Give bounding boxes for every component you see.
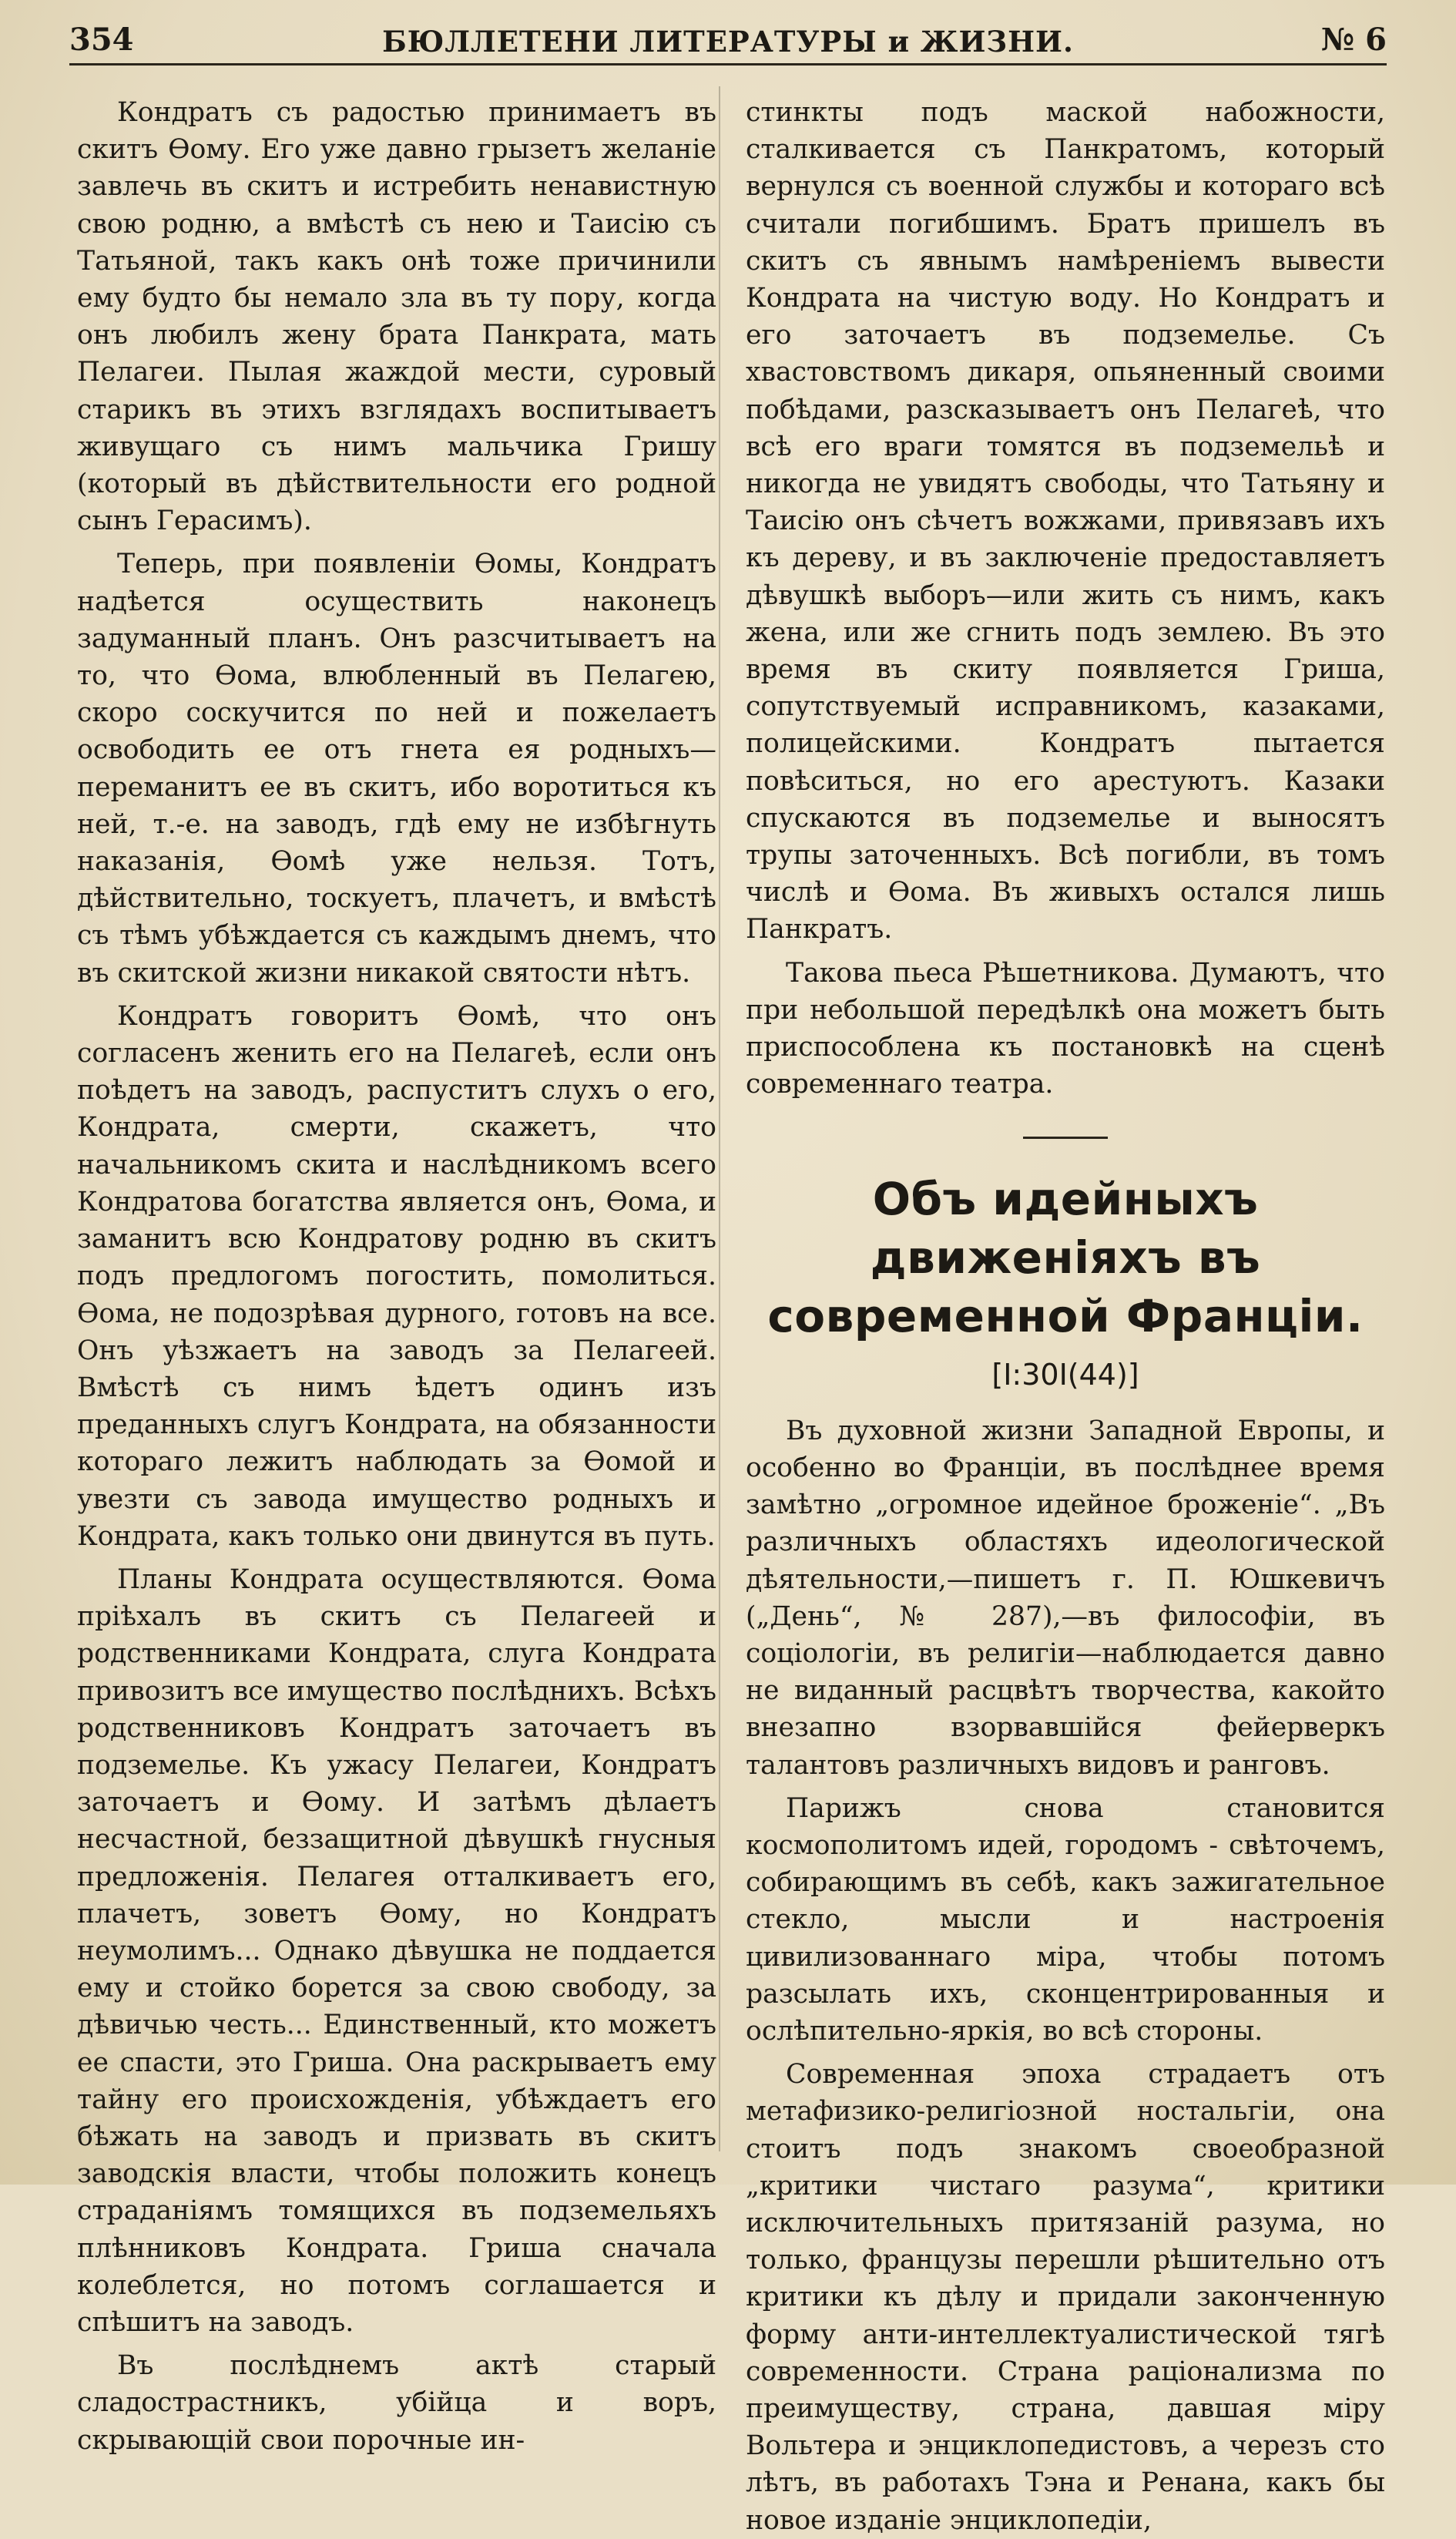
paragraph: Кондратъ говоритъ Ѳомѣ, что онъ согласенъ женить его на Пелагеѣ, если онъ поѣдетъ на заводъ, распуститъ слухъ о его, Кондрата, смерти, скажетъ, что начальникомъ скита и наслѣдникомъ всего Кондратова богатства является онъ, Ѳома, и заманитъ всю Кондратову родню въ скитъ подъ предлогомъ погостить, помолиться. Ѳома, не подозрѣвая дурного, готовъ на все. Онъ уѣзжаетъ на заводъ за Пелагеей. Вмѣстѣ съ нимъ ѣдетъ одинъ изъ преданныхъ слугъ Кондрата, на обязанности котораго лежитъ наблюдать за Ѳомой и увезти съ завода имущество родныхъ и Кондрата, какъ только они двинутся въ путь. [77, 1000, 716, 1552]
paragraph: Въ духовной жизни Западной Европы, и особенно во Франціи, въ послѣднее время замѣтно „огромное идейное броженіе“. „Въ различныхъ областяхъ идеологической дѣятельности,—пишетъ г. П. Юшкевичъ („День“, № 287),—въ философіи, въ соціологіи, въ религіи—наблюдается давно не виданный расцвѣтъ творчества, какойто внезапно взорвавшійся фейерверкъ талантовъ различныхъ видовъ и ранговъ. [746, 1415, 1385, 1781]
page-header [69, 17, 1387, 65]
paragraph: Планы Кондрата осуществляются. Ѳома пріѣхалъ въ скитъ съ Пелагеей и родственниками Кондрата, слуга Кондрата привозитъ все имущество послѣднихъ. Всѣхъ родственниковъ Кондратъ заточаетъ въ подземелье. Къ ужасу Пелагеи, Кондратъ заточаетъ и Ѳому. И затѣмъ дѣлаетъ несчастной, беззащитной дѣвушкѣ гнусныя предложенія. Пелагея отталкиваетъ его, плачетъ, зоветъ Ѳому, но Кондратъ неумолимъ... Однако дѣвушка не поддается ему и стойко борется за свою свободу, за дѣвичью честь... Единственный, кто можетъ ее спасти, это Гриша. Она раскрываетъ ему тайну его происхожденія, убѣждаетъ его бѣжать на заводъ и призвать въ скитъ заводскія власти, чтобы положить конецъ страданіямъ томящихся въ подземельяхъ плѣнниковъ Кондрата. Гриша сначала колеблется, но потомъ соглашается и спѣшитъ на заводъ. [77, 1563, 716, 2338]
paragraph: Теперь, при появленіи Ѳомы, Кондратъ надѣется осуществить наконецъ задуманный планъ. Онъ разсчитываетъ на то, что Ѳома, влюбленный въ Пелагею, скоро соскучится по ней и пожелаетъ освободить ее отъ гнета ея родныхъ— переманитъ ее въ скитъ, ибо воротиться къ ней, т.-е. на заводъ, гдѣ ему не избѣгнуть наказанія, Ѳомѣ уже нельзя. Тотъ, дѣйствительно, тоскуетъ, плачетъ, и вмѣстѣ съ тѣмъ убѣждается съ каждымъ днемъ, что въ скитской жизни никакой святости нѣтъ. [77, 549, 716, 989]
left-column [77, 94, 716, 2459]
issue-number: № 6 [1320, 22, 1387, 58]
paragraph: Такова пьеса Рѣшетникова. Думаютъ, что при небольшой передѣлкѣ она можетъ быть приспособлена къ постановкѣ на сценѣ современнаго театра. [746, 957, 1385, 1100]
running-title: БЮЛЛЕТЕНИ ЛИТЕРАТУРЫ и ЖИЗНИ. [382, 25, 1074, 59]
paragraph: Кондратъ съ радостью принимаетъ въ скитъ Ѳому. Его уже давно грызетъ желаніе завлечь въ скитъ и истребить ненавистную свою родню, а вмѣстѣ съ нею и Таисію съ Татьяной, такъ какъ онѣ тоже причинили ему будто бы немало зла въ ту пору, когда онъ любилъ жену брата Панкрата, мать Пелагеи. Пылая жаждой мести, суровый старикъ въ этихъ взглядахъ воспитываетъ живущаго съ нимъ мальчика Гришу (который въ дѣйствительности его родной сынъ Герасимъ). [77, 97, 716, 537]
paragraph: Въ послѣднемъ актѣ старый сладострастникъ, убійца и воръ, скрывающій свои порочные ин- [77, 2350, 716, 2456]
column-gutter [719, 86, 720, 2151]
paragraph: стинкты подъ маской набожности, сталкивается съ Панкратомъ, который вернулся съ военной службы и котораго всѣ считали погибшимъ. Братъ пришелъ въ скитъ съ явнымъ намѣреніемъ вывести Кондрата на чистую воду. Но Кондратъ и его заточаетъ въ подземелье. Съ хвастовствомъ дикаря, опьяненный своими побѣдами, разсказываетъ онъ Пелагеѣ, что всѣ его враги томятся въ подземельѣ и никогда не увидятъ свободы, что Татьяну и Таисію онъ сѣчетъ вожжами, привязавъ ихъ къ дереву, и въ заключеніе предоставляетъ дѣвушкѣ выборъ—или жить съ нимъ, какъ жена, или же сгнить подъ землею. Въ это время въ скиту появляется Гриша, сопутствуемый исправникомъ, казаками, полицейскими. Кондратъ пытается повѣситься, но его арестуютъ. Казаки спускаются въ подземелье и выносятъ трупы заточенныхъ. Всѣ погибли, въ томъ числѣ и Ѳома. Въ живыхъ остался лишь Панкратъ. [746, 97, 1385, 945]
right-column [746, 94, 1385, 2539]
paragraph: Парижъ снова становится космополитомъ идей, городомъ - свѣточемъ, собирающимъ въ себѣ, какъ зажигательное стекло, мысли и настроенія цивилизованнаго міра, чтобы потомъ разсылать ихъ, сконцентрированныя и ослѣпительно-яркія, во всѣ стороны. [746, 1792, 1385, 2047]
article-title: Объ идейныхъ движеніяхъ въ современной Франціи. [767, 1173, 1364, 1343]
paragraph: Современная эпоха страдаетъ отъ метафизико-религіозной ностальгіи, она стоитъ подъ знакомъ своеобразной „критики чистаго разума“, критики исключительныхъ притязаній разума, но только, французы перешли рѣшительно отъ критики къ дѣлу и придали законченную форму анти-интеллектуалистической тягѣ современности. Страна раціонализма по преимуществу, страна, давшая міру Вольтера и энциклопедистовъ, а черезъ сто лѣтъ, въ работахъ Тэна и Ренана, какъ бы новое изданіе энциклопедіи, [746, 2059, 1385, 2536]
article-code: [I:30I(44)] [991, 1358, 1139, 1392]
page-number: 354 [69, 22, 134, 58]
section-divider [1023, 1137, 1108, 1139]
